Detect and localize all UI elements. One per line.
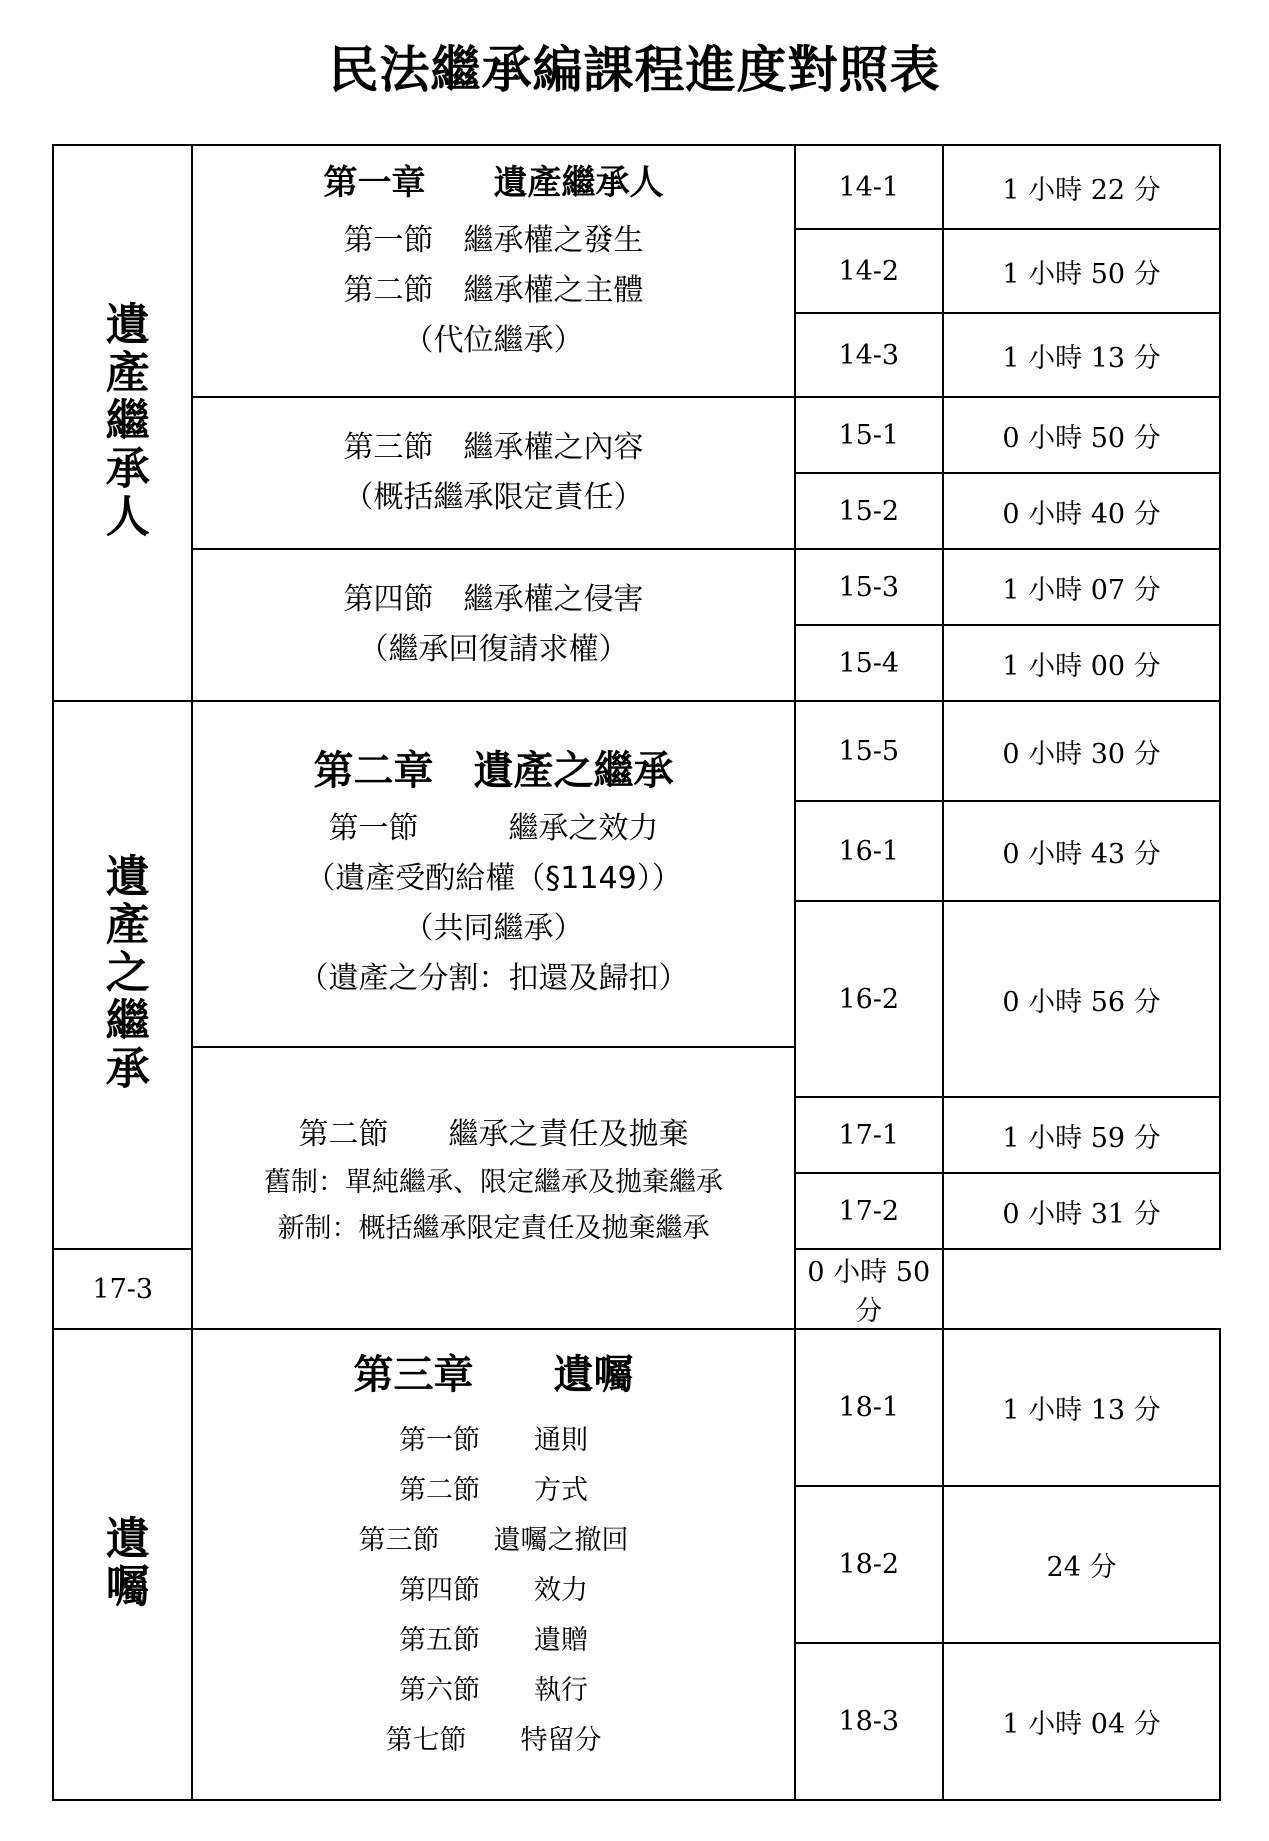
- section-line: 第一節 通則: [399, 1425, 588, 1456]
- lesson-duration: 1 小時 50 分: [943, 229, 1220, 313]
- section-line: 第一節 繼承權之發生: [343, 223, 644, 258]
- lesson-duration: 0 小時 31 分: [943, 1173, 1220, 1249]
- chapter-title: 第二章 遺產之繼承: [313, 748, 674, 794]
- section-line: 新制：概括繼承限定責任及拋棄繼承: [277, 1213, 710, 1244]
- section-line: 第二節 繼承權之主體: [343, 273, 644, 308]
- table-row: [53, 1329, 1220, 1486]
- section-line: 第一節 繼承之效力: [328, 811, 659, 846]
- lesson-code: 15-4: [795, 625, 944, 701]
- lesson-duration: 24 分: [943, 1486, 1220, 1643]
- lesson-code: 14-1: [795, 145, 944, 229]
- lesson-duration: 1 小時 13 分: [943, 1329, 1220, 1486]
- schedule-table: [52, 144, 1221, 1801]
- section-line: （代位繼承）: [403, 323, 584, 358]
- lesson-duration: 1 小時 13 分: [943, 313, 1220, 397]
- lesson-code: 16-2: [795, 901, 944, 1097]
- part-label: 遺產之繼承: [97, 853, 149, 1093]
- part-cell: [53, 1329, 192, 1800]
- lesson-code: 18-1: [795, 1329, 944, 1486]
- lesson-code: 15-5: [795, 701, 944, 801]
- content-cell: [192, 1329, 794, 1800]
- lesson-code: 14-2: [795, 229, 944, 313]
- lesson-code: 15-3: [795, 549, 944, 625]
- lesson-code: 17-1: [795, 1097, 944, 1173]
- part-label: 遺囑: [97, 1514, 149, 1611]
- lesson-code: 17-3: [53, 1249, 192, 1329]
- lesson-code: 18-2: [795, 1486, 944, 1643]
- lesson-code: 18-3: [795, 1643, 944, 1800]
- section-line: （繼承回復請求權）: [358, 632, 629, 667]
- part-label: 遺產繼承人: [97, 301, 149, 541]
- content-cell: [192, 397, 794, 549]
- section-line: （遺產之分割：扣還及歸扣）: [298, 961, 689, 996]
- lesson-duration: 0 小時 40 分: [943, 473, 1220, 549]
- lesson-duration: 1 小時 07 分: [943, 549, 1220, 625]
- lesson-code: 17-2: [795, 1173, 944, 1249]
- part-cell: [53, 701, 192, 1249]
- content-cell: [192, 701, 794, 1047]
- lesson-code: 14-3: [795, 313, 944, 397]
- section-line: 第四節 效力: [399, 1575, 588, 1606]
- chapter-title: 第一章 遺產繼承人: [323, 163, 664, 203]
- lesson-duration: 1 小時 00 分: [943, 625, 1220, 701]
- section-line: 第四節 繼承權之侵害: [343, 582, 644, 617]
- content-cell: [192, 145, 794, 397]
- table-row: [53, 549, 1220, 625]
- lesson-duration: 0 小時 56 分: [943, 901, 1220, 1097]
- table-row: [53, 145, 1220, 229]
- lesson-duration: 1 小時 22 分: [943, 145, 1220, 229]
- section-line: 第三節 遺囑之撤回: [358, 1525, 629, 1556]
- table-row: [53, 397, 1220, 473]
- lesson-duration: 1 小時 04 分: [943, 1643, 1220, 1800]
- page-title: 民法繼承編課程進度對照表: [328, 41, 941, 99]
- content-cell: [192, 549, 794, 701]
- section-line: 第二節 繼承之責任及拋棄: [298, 1117, 689, 1152]
- section-line: （遺產受酌給權（§1149））: [305, 861, 682, 896]
- lesson-duration: 0 小時 50 分: [795, 1249, 944, 1329]
- section-line: （共同繼承）: [403, 911, 584, 946]
- lesson-duration: 0 小時 43 分: [943, 801, 1220, 901]
- lesson-code: 15-2: [795, 473, 944, 549]
- content-cell: [192, 1047, 794, 1329]
- table-row: [53, 701, 1220, 801]
- part-cell: [53, 145, 192, 701]
- lesson-duration: 0 小時 30 分: [943, 701, 1220, 801]
- section-line: 第七節 特留分: [385, 1725, 602, 1756]
- section-list: [193, 1416, 793, 1766]
- lesson-duration: 0 小時 50 分: [943, 397, 1220, 473]
- section-line: （概括繼承限定責任）: [343, 480, 644, 515]
- section-line: 第三節 繼承權之內容: [343, 430, 644, 465]
- lesson-code: 15-1: [795, 397, 944, 473]
- section-line: 舊制：單純繼承、限定繼承及拋棄繼承: [264, 1167, 723, 1198]
- section-line: 第六節 執行: [399, 1675, 588, 1706]
- section-line: 第五節 遺贈: [399, 1625, 588, 1656]
- chapter-title: 第三章 遺囑: [353, 1352, 634, 1398]
- lesson-code: 16-1: [795, 801, 944, 901]
- section-line: 第二節 方式: [399, 1475, 588, 1506]
- lesson-duration: 1 小時 59 分: [943, 1097, 1220, 1173]
